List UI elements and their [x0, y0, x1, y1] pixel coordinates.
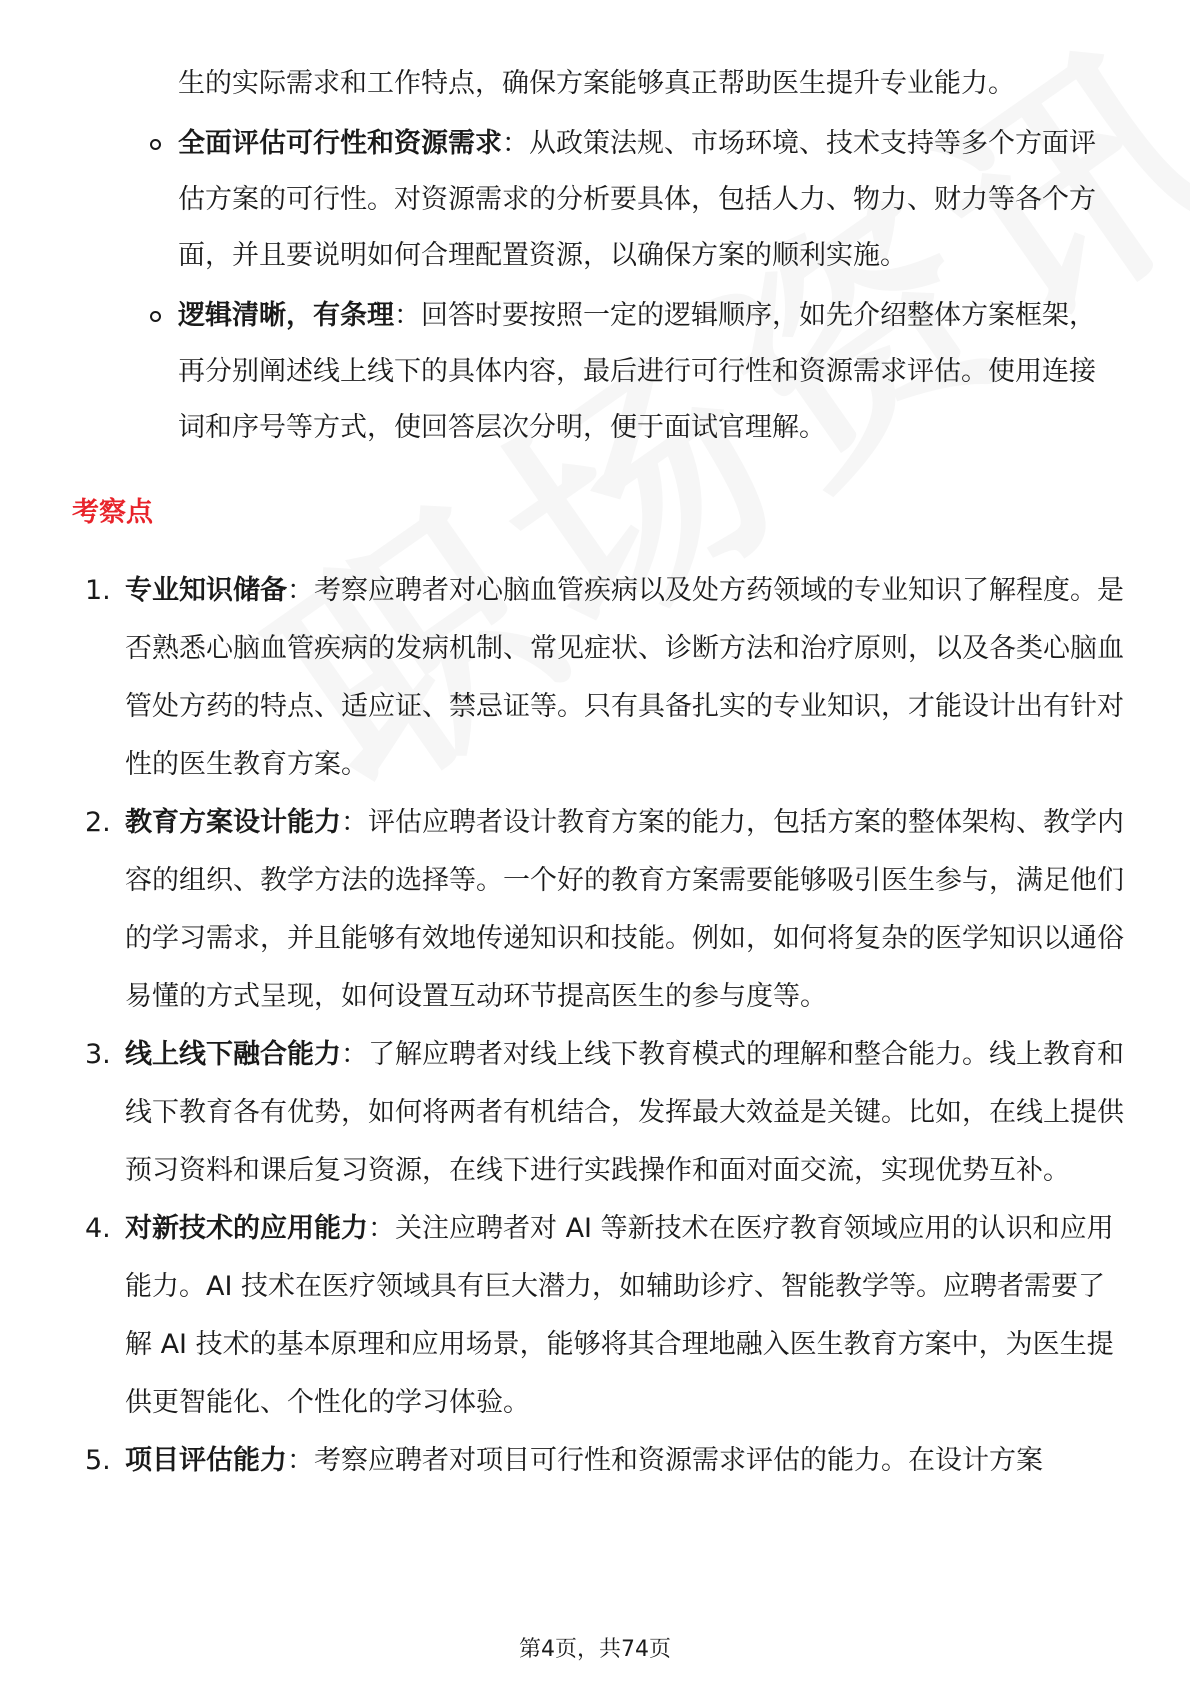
item-title: 教育方案设计能力	[125, 807, 341, 838]
list-item	[85, 1026, 1125, 1200]
list-number: 2.	[85, 807, 111, 838]
bullet-list	[0, 56, 1190, 456]
list-item	[85, 1432, 1125, 1490]
page-footer: 第4页，共74页	[519, 1637, 671, 1662]
item-title: 项目评估能力	[125, 1445, 287, 1476]
bullet-text: ：从政策法规、市场环境、技术支持等多个方面评估方案的可行性。对资源需求的分析要具体，包括人力、物力、财力等各个方面，并且要说明如何合理配置资源，以确保方案的顺利实施。	[178, 128, 1096, 271]
item-text: ：了解应聘者对线上线下教育模式的理解和整合能力。线上教育和线下教育各有优势，如何将两者有机结合，发挥最大效益是关键。比如，在线上提供预习资料和课后复习资源，在线下进行实践操作和面对面交流，实现优势互补。	[125, 1039, 1124, 1186]
item-text: ：关注应聘者对 AI 等新技术在医疗教育领域应用的认识和应用能力。AI 技术在医疗领域具有巨大潜力，如辅助诊疗、智能教学等。应聘者需要了解 AI 技术的基本原理和应用场景，能够将其合理地融入医生教育方案中，为医生提供更智能化、个性化的学习体验。	[125, 1213, 1114, 1418]
list-item	[85, 794, 1125, 1026]
item-text: ：考察应聘者对心脑血管疾病以及处方药领域的专业知识了解程度。是否熟悉心脑血管疾病的发病机制、常见症状、诊断方法和治疗原则，以及各类心脑血管处方药的特点、适应证、禁忌证等。只有具备扎实的专业知识，才能设计出有针对性的医生教育方案。	[125, 575, 1124, 780]
list-item	[85, 1200, 1125, 1432]
bullet-item	[178, 116, 1108, 284]
bullet-item	[178, 288, 1108, 456]
bullet-text: ：回答时要按照一定的逻辑顺序，如先介绍整体方案框架，再分别阐述线上线下的具体内容，最后进行可行性和资源需求评估。使用连接词和序号等方式，使回答层次分明，便于面试官理解。	[178, 300, 1096, 443]
list-number: 3.	[85, 1039, 111, 1070]
list-number: 1.	[85, 575, 111, 606]
item-title: 对新技术的应用能力	[125, 1213, 368, 1244]
numbered-list	[0, 562, 1190, 1490]
list-number: 5.	[85, 1445, 111, 1476]
list-number: 4.	[85, 1213, 111, 1244]
item-text: ：评估应聘者设计教育方案的能力，包括方案的整体架构、教学内容的组织、教学方法的选择等。一个好的教育方案需要能够吸引医生参与，满足他们的学习需求，并且能够有效地传递知识和技能。例如，如何将复杂的医学知识以通俗易懂的方式呈现，如何设置互动环节提高医生的参与度等。	[125, 807, 1124, 1012]
item-title: 线上线下融合能力	[125, 1039, 341, 1070]
item-title: 专业知识储备	[125, 575, 287, 606]
hollow-circle-bullet-icon	[150, 311, 161, 322]
bullet-title: 逻辑清晰，有条理	[178, 300, 394, 331]
bullet-continuation: 生的实际需求和工作特点，确保方案能够真正帮助医生提升专业能力。	[178, 68, 1015, 99]
bullet-title: 全面评估可行性和资源需求	[178, 128, 502, 159]
list-item	[85, 562, 1125, 794]
section-title: 考察点	[72, 497, 153, 528]
item-text: ：考察应聘者对项目可行性和资源需求评估的能力。在设计方案	[287, 1445, 1043, 1476]
hollow-circle-bullet-icon	[150, 139, 161, 150]
